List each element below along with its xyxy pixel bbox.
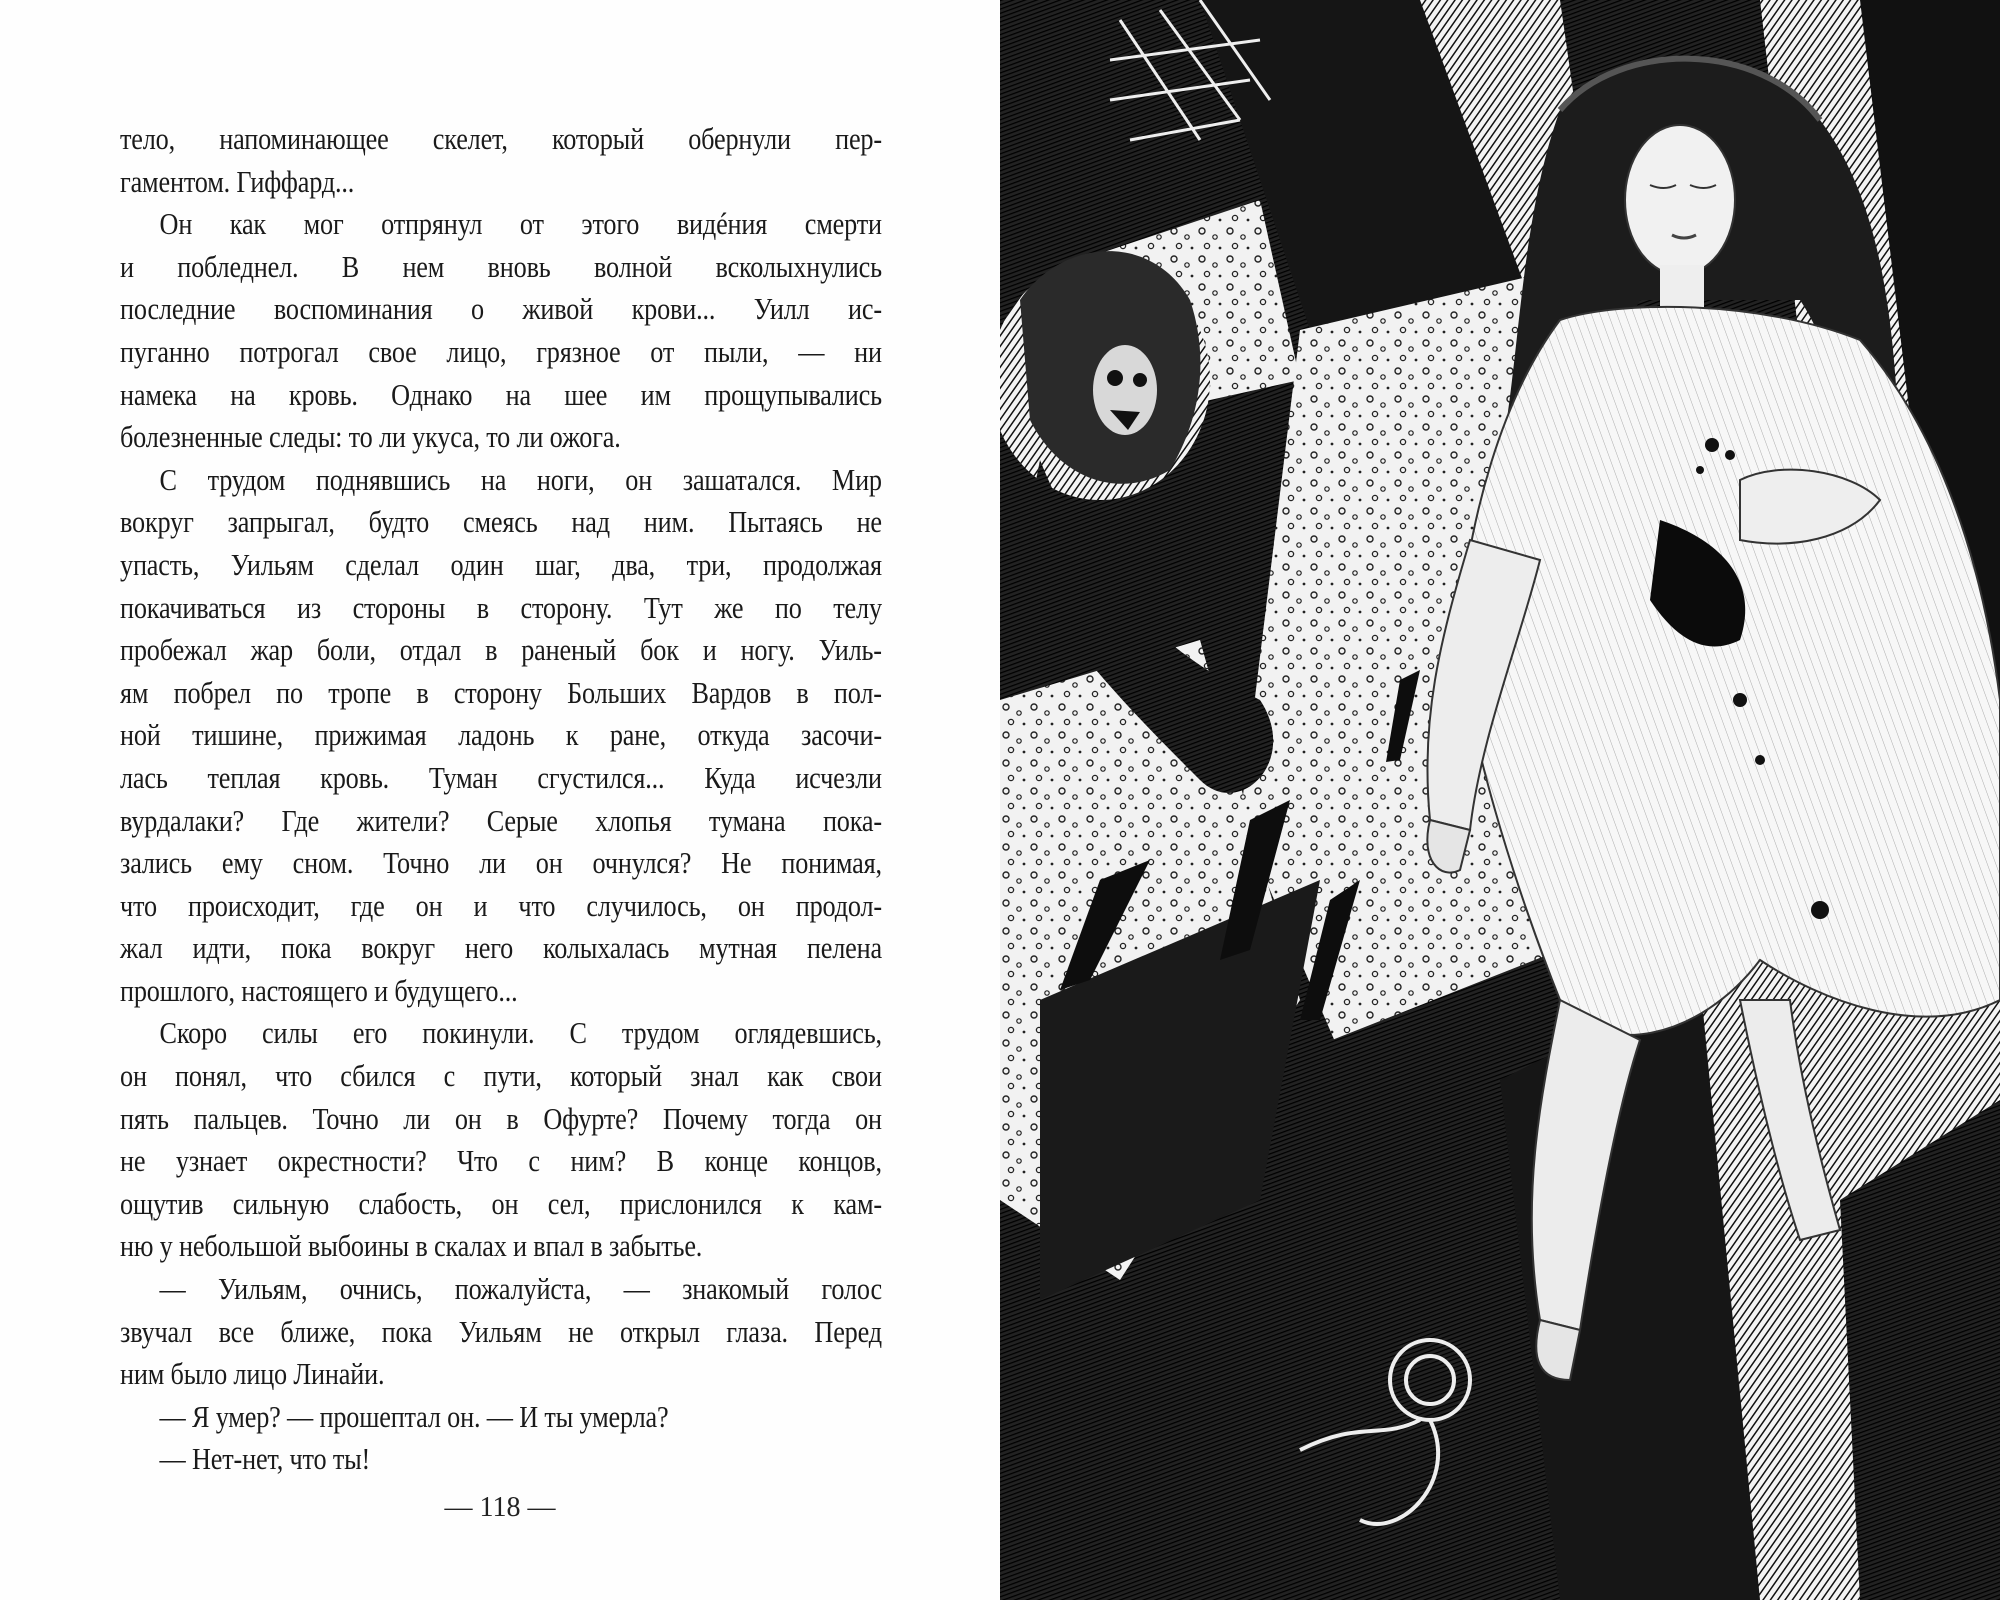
text-line: — Я умер? — прошептал он. — И ты умерла? [159, 1399, 669, 1434]
text-line: Он как мог отпрянул от этого видéния смерти [159, 207, 882, 242]
text-line: покачиваться из стороны в сторону. Тут же по телу [120, 590, 882, 625]
text-line: пробежал жар боли, отдал в раненый бок и ногу. Уиль- [120, 633, 882, 668]
text-line: жал идти, пока вокруг него колыхалась мутная пелена [120, 931, 882, 966]
text-line: лась теплая кровь. Туман сгустился... Куда исчезли [120, 760, 882, 795]
text-line: — Уильям, очнись, пожалуйста, — знакомый голос [159, 1272, 882, 1307]
text-line: и побледнел. В нем вновь волной всколыхнулись [120, 249, 882, 284]
text-line: последние воспоминания о живой крови... Уилл ис- [120, 292, 882, 327]
text-line: вурдалаки? Где жители? Серые хлопья тумана пока- [120, 803, 882, 838]
text-line: Скоро силы его покинули. С трудом оглядевшись, [159, 1016, 882, 1051]
body-text [120, 118, 882, 1481]
text-line: ню у небольшой выбоины в скалах и впал в забытье. [120, 1229, 703, 1264]
text-line: гаментом. Гиффард... [120, 164, 355, 199]
text-line: вокруг запрыгал, будто смеясь над ним. Пытаясь не [120, 505, 882, 540]
text-line: звучал все ближе, пока Уильям не открыл глаза. Перед [120, 1314, 882, 1349]
text-line: зались ему сном. Точно ли он очнулся? Не понимая, [120, 846, 882, 881]
text-line: намека на кровь. Однако на шее им прощупывались [120, 377, 882, 412]
text-line: ним было лицо Линайи. [120, 1357, 385, 1392]
text-line: пуганно потрогал свое лицо, грязное от пыли, — ни [120, 334, 882, 369]
ink-illustration [1000, 0, 2000, 1600]
text-line: болезненные следы: то ли укуса, то ли ожога. [120, 420, 621, 455]
text-line: не узнает окрестности? Что с ним? В конце концов, [120, 1144, 882, 1179]
text-line: что происходит, где он и что случилось, он продол- [120, 888, 882, 923]
text-line: пять пальцев. Точно ли он в Офурте? Почему тогда он [120, 1101, 882, 1136]
text-line: ощутив сильную слабость, он сел, прислонился к кам- [120, 1186, 882, 1221]
text-line: ной тишине, прижимая ладонь к ране, откуда засочи- [120, 718, 882, 753]
text-line: ям побрел по тропе в сторону Больших Вардов в пол- [120, 675, 882, 710]
text-line: — Нет-нет, что ты! [159, 1442, 371, 1477]
text-line: прошлого, настоящего и будущего... [120, 973, 518, 1008]
right-page-illustration [1000, 0, 2000, 1600]
text-line: упасть, Уильям сделал один шаг, два, три, продолжая [120, 547, 882, 582]
text-line: С трудом поднявшись на ноги, он зашатался. Мир [159, 462, 882, 497]
text-line: тело, напоминающее скелет, который обернули пер- [120, 122, 882, 156]
page-number: — 118 — [444, 1492, 556, 1523]
text-line: он понял, что сбился с пути, который знал как свои [120, 1059, 882, 1094]
